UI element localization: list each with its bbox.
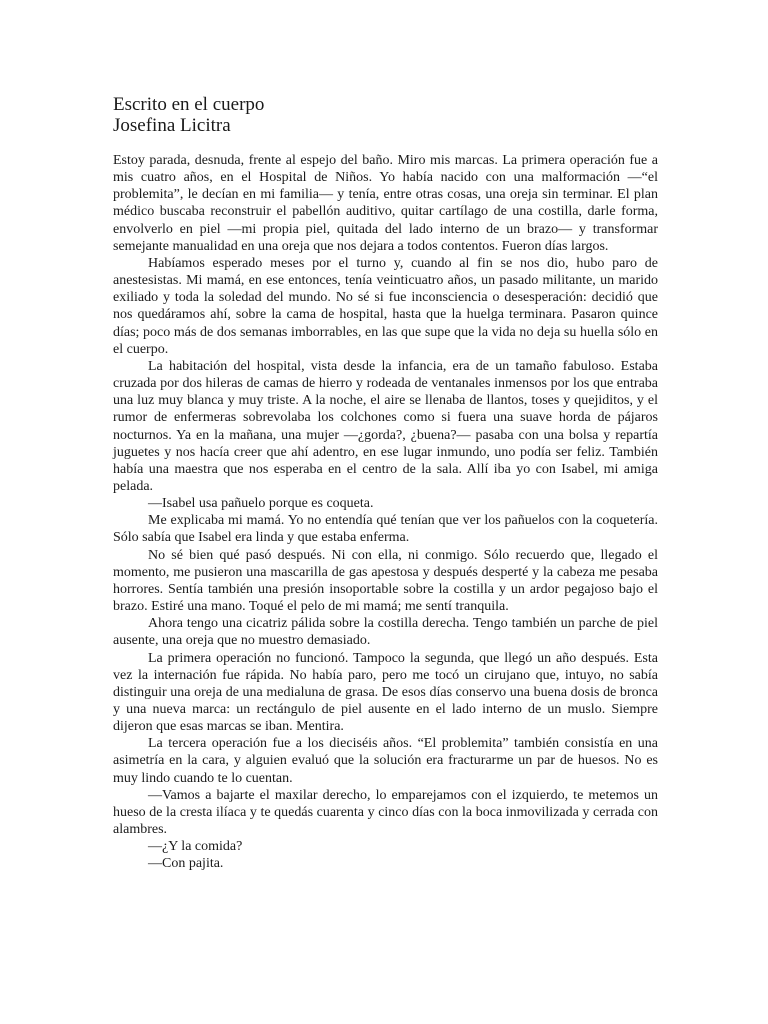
paragraph: La primera operación no funcionó. Tampoco la segunda, que llegó un año después. Esta vez la internación fue rápida. No había paro, pero me tocó un cirujano que, intuyo, no sabía distinguir una oreja de una medialuna de grasa. De esos días conservo una buena dosis de bronca y una nueva marca: un rectángulo de piel ausente en el lado interno de un muslo. Siempre dijeron que esas marcas se iban. Mentira. — [113, 650, 658, 735]
paragraph: Ahora tengo una cicatriz pálida sobre la costilla derecha. Tengo también un parche de piel ausente, una oreja que no muestro demasiado. — [113, 616, 658, 649]
document-header — [113, 95, 658, 137]
paragraph: Habíamos esperado meses por el turno y, cuando al fin se nos dio, hubo paro de anestesistas. Mi mamá, en ese entonces, tenía veinticuatro años, un pasado militante, un marido exiliado y toda la soledad del mundo. No sé si fue inconsciencia o desesperación: decidió que nos quedáramos ahí, sobre la cama de hospital, hasta que la huelga terminara. Pasaron quince días; poco más de dos semanas imborrables, en las que supe que la vida no deja su huella sólo en el cuerpo. — [113, 255, 658, 357]
paragraph: No sé bien qué pasó después. Ni con ella, ni conmigo. Sólo recuerdo que, llegado el momento, me pusieron una mascarilla de gas apestosa y después desperté y la cabeza me pesaba horrores. Sentía también una presión insoportable sobre la costilla y un ardor pegajoso bajo el brazo. Estiré una mano. Toqué el pelo de mi mamá; me sentí tranquila. — [113, 547, 658, 615]
paragraph: —¿Y la comida? — [148, 839, 243, 855]
paragraph: Me explicaba mi mamá. Yo no entendía qué tenían que ver los pañuelos con la coquetería. Sólo sabía que Isabel era linda y que estaba enferma. — [113, 513, 658, 546]
paragraph: Estoy parada, desnuda, frente al espejo del baño. Miro mis marcas. La primera operación fue a mis cuatro años, en el Hospital de Niños. Yo había nacido con una malformación —“el problemita”, le decían en mi familia— y tenía, entre otras cosas, una oreja sin terminar. El plan médico buscaba reconstruir el pabellón auditivo, quitar cartílago de una costilla, darle forma, envolverlo en piel —mi propia piel, quitada del lado interno de un brazo— y transformar semejante manualidad en una oreja que nos dejara a todos contentos. Fueron días largos. — [113, 153, 658, 254]
paragraph: —Vamos a bajarte el maxilar derecho, lo emparejamos con el izquierdo, te metemos un hueso de la cresta ilíaca y te quedás cuarenta y cinco días con la boca inmovilizada y cerrada con alambres. — [113, 787, 658, 838]
paragraph: La habitación del hospital, vista desde la infancia, era de un tamaño fabuloso. Estaba cruzada por dos hileras de camas de hierro y rodeada de ventanales inmensos por los que entraba una luz muy blanca y muy triste. A la noche, el aire se llenaba de llantos, toses y quejiditos, y el rumor de enfermeras sobrevolaba los colchones como si fuera una suave horda de pájaros nocturnos. Ya en la mañana, una mujer —¿gorda?, ¿buena?— pasaba con una bolsa y repartía juguetes y nos hacía creer que ahí adentro, en ese lugar inmundo, uno podía ser feliz. También había una maestra que nos esperaba en el centro de la sala. Allí iba yo con Isabel, mi amiga pelada. — [113, 358, 658, 494]
paragraph: —Con pajita. — [148, 856, 224, 872]
document-author: Josefina Licitra — [113, 115, 231, 136]
document-body — [113, 152, 658, 873]
document-title: Escrito en el cuerpo — [113, 94, 265, 115]
paragraph: —Isabel usa pañuelo porque es coqueta. — [148, 496, 374, 512]
paragraph: La tercera operación fue a los dieciséis años. “El problemita” también consistía en una asimetría en la cara, y alguien evaluó que la solución era fracturarme un par de huesos. No es muy lindo cuando te lo cuentan. — [113, 736, 658, 786]
